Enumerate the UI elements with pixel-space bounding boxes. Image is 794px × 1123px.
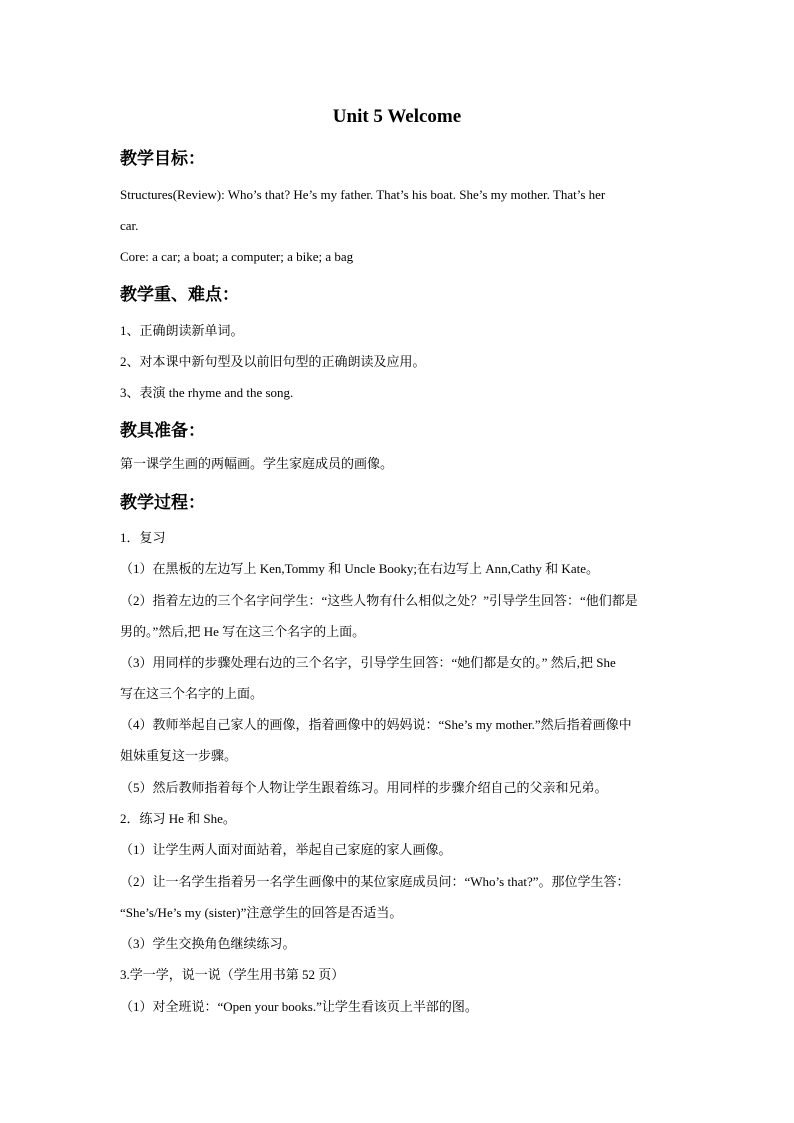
procedure-line: （3）学生交换角色继续练习。 bbox=[120, 936, 296, 951]
procedure-line: （4）教师举起自己家人的画像，指着画像中的妈妈说：“She’s my mother.”然后指着画像中 bbox=[120, 717, 632, 732]
procedure-line: 1．复习 bbox=[120, 530, 166, 545]
key-points-line: 3、表演 the rhyme and the song. bbox=[120, 385, 294, 400]
procedure-line: （3）用同样的步骤处理右边的三个名字，引导学生回答：“她们都是女的。” 然后,把 She bbox=[120, 655, 616, 670]
objectives-line: car. bbox=[120, 218, 139, 233]
objectives-line: Structures(Review): Who’s that? He’s my father. That’s his boat. She’s my mother. That’s her bbox=[120, 187, 606, 202]
procedure-line: （2）指着左边的三个名字问学生：“这些人物有什么相似之处？”引导学生回答：“他们都是 bbox=[120, 593, 638, 608]
section-heading-materials: 教具准备： bbox=[120, 421, 205, 440]
objectives-line: Core: a car; a boat; a computer; a bike; a bag bbox=[120, 249, 354, 264]
section-heading-key-points: 教学重、难点： bbox=[120, 285, 239, 304]
document-title: Unit 5 Welcome bbox=[332, 106, 462, 127]
key-points-line: 2、对本课中新句型及以前旧句型的正确朗读及应用。 bbox=[120, 354, 426, 369]
materials-line: 第一课学生画的两幅画。学生家庭成员的画像。 bbox=[120, 456, 394, 471]
procedure-line: 男的。”然后,把 He 写在这三个名字的上面。 bbox=[120, 624, 366, 639]
procedure-line: （1）在黑板的左边写上 Ken,Tommy 和 Uncle Booky;在右边写上 Ann,Cathy 和 Kate。 bbox=[120, 561, 599, 576]
section-heading-objectives: 教学目标： bbox=[120, 149, 205, 168]
procedure-line: “She’s/He’s my (sister)”注意学生的回答是否适当。 bbox=[120, 905, 403, 920]
procedure-line: 写在这三个名字的上面。 bbox=[120, 686, 264, 701]
procedure-line: （1）让学生两人面对面站着，举起自己家庭的家人画像。 bbox=[120, 842, 452, 857]
procedure-line: （1）对全班说：“Open your books.”让学生看该页上半部的图。 bbox=[120, 999, 478, 1014]
procedure-line: （2）让一名学生指着另一名学生画像中的某位家庭成员问：“Who’s that?”。那位学生答： bbox=[120, 874, 630, 889]
key-points-line: 1、正确朗读新单词。 bbox=[120, 323, 244, 338]
section-heading-procedure: 教学过程： bbox=[120, 493, 205, 512]
procedure-line: 3.学一学，说一说（学生用书第 52 页） bbox=[120, 967, 345, 982]
procedure-line: 姐妹重复这一步骤。 bbox=[120, 748, 238, 763]
procedure-line: （5）然后教师指着每个人物让学生跟着练习。用同样的步骤介绍自己的父亲和兄弟。 bbox=[120, 780, 608, 795]
procedure-line: 2．练习 He 和 She。 bbox=[120, 811, 236, 826]
